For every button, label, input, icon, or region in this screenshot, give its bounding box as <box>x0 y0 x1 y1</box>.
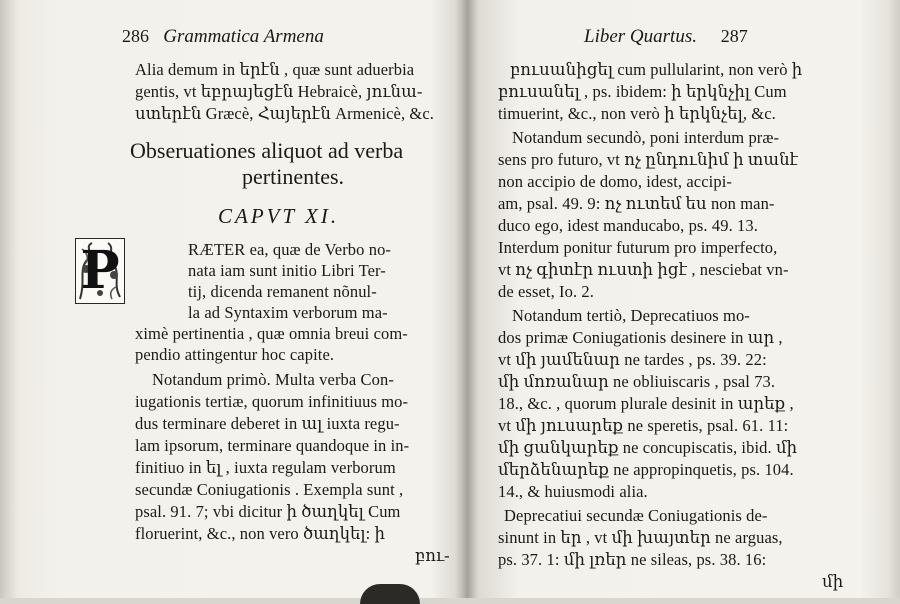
text-line: 14., & huiusmodi alia. <box>498 482 648 501</box>
section-heading-line1: Obseruationes aliquot ad verba <box>130 138 404 163</box>
section-heading-line2: pertinentes. <box>242 164 345 189</box>
catchword: մի <box>822 572 844 591</box>
text-line: dos primæ Coniugationis desinere in ար , <box>498 328 783 347</box>
text-line: iugationis tertiæ, quorum infinitiuus mo- <box>135 392 409 411</box>
left-running-head <box>122 26 324 48</box>
text-line: vt մի յամենար ne tardes , ps. 39. 22: <box>498 350 767 369</box>
text-line: duco ego, idest manducabo, ps. 49. 13. <box>498 216 758 235</box>
text-line: secundæ Coniugationis . Exempla sunt , <box>135 480 404 499</box>
drop-cap-ornament <box>75 238 125 304</box>
text-line: ximè pertinentia , quæ omnia breui com- <box>135 324 408 343</box>
text-line: Notandum tertiò, Deprecatiuos mo- <box>512 306 750 325</box>
left-running-title: Grammatica Armena <box>163 26 324 47</box>
text-line: RÆTER ea, quæ de Verbo no- <box>188 240 392 259</box>
text-line: մի մոռանար ne obliuiscaris , psal 73. <box>498 372 776 391</box>
text-line: Alia demum in երէն , quæ sunt aduerbia <box>135 60 415 79</box>
text-line: non accipio de domo, idest, accipi- <box>498 172 732 191</box>
text-line: Notandum primò. Multa verba Con- <box>152 370 394 389</box>
text-line: timuerint, &c., non verò ի երկնչել, &c. <box>498 104 776 123</box>
right-running-head <box>584 26 748 48</box>
text-line: finitiuo in ել , iuxta regulam verborum <box>135 458 396 477</box>
text-line: ps. 37. 1: մի լռեր ne sileas, ps. 38. 16: <box>498 550 767 569</box>
text-line: la ad Syntaxim verborum ma- <box>188 303 388 322</box>
catchword: բու- <box>415 546 450 565</box>
text-line: sinunt in եր , vt մի խայտեր ne arguas, <box>498 528 783 547</box>
text-line: gentis, vt եբրայեցէն Hebraicè, յունա- <box>135 82 423 101</box>
text-line: Interdum ponitur futurum pro imperfecto, <box>498 238 778 257</box>
left-page-number: 286 <box>122 26 149 46</box>
text-line: nata iam sunt initio Libri Ter- <box>188 261 386 280</box>
text-line: tij, dicenda remanent nõnul- <box>188 282 377 301</box>
text-line: am, psal. 49. 9: ոչ ուտեմ ես non man- <box>498 194 775 213</box>
text-line: sens pro futuro, vt ոչ ընդունիմ ի տանէ <box>498 150 799 169</box>
text-line: de esset, Io. 2. <box>498 282 594 301</box>
text-line: psal. 91. 7; vbi dicitur ի ծաղկել Cum <box>135 502 401 521</box>
right-running-title: Liber Quartus. <box>584 26 697 47</box>
chapter-title: CAPVT XI. <box>218 204 340 228</box>
text-line: floruerint, &c., non vero ծաղկել: ի <box>135 524 386 543</box>
right-page <box>492 0 872 598</box>
drop-cap-letter: P <box>80 240 120 301</box>
text-line: ստերէն Græcè, Հայերէն Armenicè, &c. <box>135 104 435 123</box>
gutter-shadow <box>455 0 479 598</box>
page-edge-shadow <box>360 584 420 604</box>
text-line: vt ոչ գիտէր ուստի իցէ , nesciebat vn- <box>498 260 789 279</box>
text-line: Deprecatiui secundæ Coniugationis de- <box>504 506 768 525</box>
text-line: vt մի յուսարեք ne speretis, psal. 61. 11: <box>498 416 789 435</box>
right-page-number: 287 <box>720 26 748 46</box>
text-line: dus terminare deberet in ալ iuxta regu- <box>135 414 400 433</box>
text-line: 18., &c. , quorum plurale desinit in արեք , <box>498 394 794 413</box>
text-line: մի ցանկարեք ne concupiscatis, ibid. մի <box>498 438 798 457</box>
text-line: բուսանել , ps. ibidem: ի երկնչիլ Cum <box>498 82 787 101</box>
text-line: մերձենարեք ne appropinquetis, ps. 104. <box>498 460 794 479</box>
text-line: բուսանիցել cum pullularint, non verò ի <box>510 60 803 79</box>
text-line: pendio attingentur hoc capite. <box>135 345 335 364</box>
text-line: lam ipsorum, terminare quandoque in in- <box>135 436 410 455</box>
text-line: Notandum secundò, poni interdum præ- <box>512 128 780 147</box>
